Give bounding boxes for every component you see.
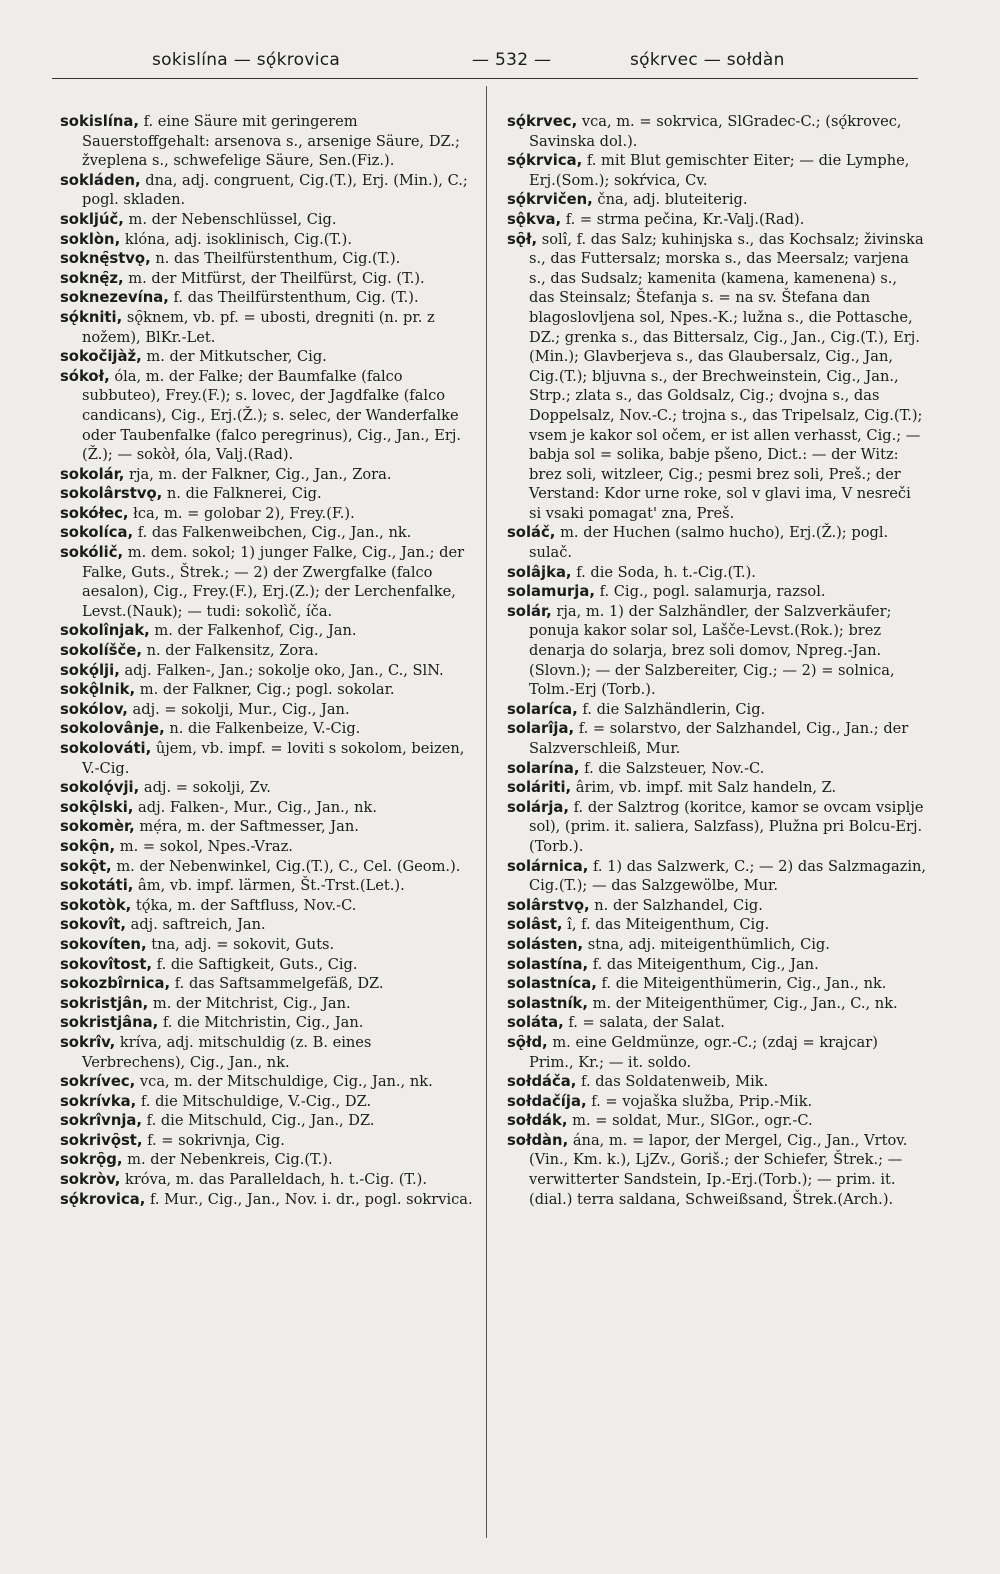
dictionary-entry xyxy=(60,249,478,269)
dictionary-entry xyxy=(60,171,478,210)
dictionary-entry xyxy=(507,230,927,524)
headword: solarîja, xyxy=(507,720,575,738)
headword: sǫ̑ł, xyxy=(507,230,538,248)
definition: f. die Mitschuldige, V.-Cig., DZ. xyxy=(136,1092,372,1110)
definition: f. die Salzhändlerin, Cig. xyxy=(577,700,766,718)
headword: solâjka, xyxy=(507,563,572,581)
definition: f. die Mitschuld, Cig., Jan., DZ. xyxy=(142,1112,375,1130)
headword: sokomèr, xyxy=(60,818,135,836)
dictionary-entry xyxy=(507,857,927,896)
headword: sǫ́kniti, xyxy=(60,308,123,326)
dictionary-entry xyxy=(507,896,927,916)
definition: stna, adj. miteigenthümlich, Cig. xyxy=(583,935,830,953)
definition: solî, f. das Salz; kuhinjska s., das Kochsalz; živinska s., das Futtersalz; morska s., das Meersalz; varjena s., das Sudsalz; kamenita (kamena, kamenena) s., das Steinsalz; Štefanja s. = na sv. Štefana dan blagoslovljena sol, Npes.-K.; lužna s., die Pottasche, DZ.; grenka s., das Bittersalz, Cig., Jan., Cig.(T.), Erj.(Min.); Glavberjeva s., das Glaubersalz, Cig., Jan, Cig.(T.); bljuvna s., der Brechweinstein, Cig., Jan., Strp.; zlata s., das Goldsalz, Cig.; dvojna s., das Doppelsalz, Nov.-C.; trojna s., das Tripelsalz, Cig.(T.); vsem je kakor sol očem, er ist allen verhasst, Cig.; — babja sol = solika, babje pšeno, Dict.: — der Witz: brez soli, witzleer, Cig.; pesmi brez soli, Preš.; der Verstand: Kdor urne roke, sol v glavi ima, V nesreči si vsaki pomagat' zna, Preš. xyxy=(529,230,924,522)
definition: m. der Miteigenthümer, Cig., Jan., C., nk. xyxy=(587,994,898,1012)
definition: n. die Falknerei, Cig. xyxy=(162,485,322,503)
dictionary-entry xyxy=(60,112,478,171)
dictionary-entry xyxy=(60,230,478,250)
definition: mẹ́ra, m. der Saftmesser, Jan. xyxy=(134,818,359,836)
dictionary-entry xyxy=(60,798,478,818)
definition: óla, m. der Falke; der Baumfalke (falco subbuteo), Frey.(F.); s. lovec, der Jagdfalke (falco candicans), Cig., Erj.(Ž.); s. selec, der Wanderfalke oder Taubenfalke (falco peregrinus), Cig., Jan., Erj.(Ž.); — sokòł, óla, Valj.(Rad). xyxy=(82,367,461,464)
dictionary-entry xyxy=(60,719,478,739)
dictionary-entry xyxy=(507,1013,927,1033)
headword: sokrîv, xyxy=(60,1033,116,1051)
dictionary-entry xyxy=(60,1092,478,1112)
headword: sokrivǫ̑st, xyxy=(60,1131,143,1149)
headword: solárnica, xyxy=(507,857,589,875)
running-header xyxy=(52,46,962,76)
headword: sokròv, xyxy=(60,1171,121,1189)
headword: sokrîvnja, xyxy=(60,1112,143,1130)
dictionary-entry xyxy=(507,798,927,857)
headword: solastník, xyxy=(507,994,588,1012)
headword: sǫ́krvičen, xyxy=(507,191,593,209)
definition: m. der Nebenwinkel, Cig.(T.), C., Cel. (Geom.). xyxy=(111,857,461,875)
headword: sǫ̂kva, xyxy=(507,210,562,228)
headword: solárja, xyxy=(507,798,570,816)
definition: kríva, adj. mitschuldig (z. B. eines Verbrechens), Cig., Jan., nk. xyxy=(82,1033,372,1071)
header-rule xyxy=(52,78,918,79)
definition: m. der Huchen (salmo hucho), Erj.(Ž.); pogl. sulač. xyxy=(529,524,889,562)
left-column xyxy=(60,112,478,1209)
definition: ûjem, vb. impf. = loviti s sokolom, beizen, V.-Cig. xyxy=(82,740,465,777)
dictionary-entry xyxy=(60,621,478,641)
dictionary-entry xyxy=(60,955,478,975)
definition: m. der Mitchrist, Cig., Jan. xyxy=(148,994,351,1012)
dictionary-entry xyxy=(60,523,478,543)
headword: sokozbîrnica, xyxy=(60,975,171,993)
definition: f. eine Säure mit geringerem Sauerstoffgehalt: arsenova s., arsenige Säure, DZ.; žveplena s., schwefelige Säure, Sen.(Fiz.). xyxy=(82,113,460,170)
definition: króva, m. das Paralleldach, h. t.-Cig. (T.). xyxy=(120,1171,427,1189)
headword: sokristjâna, xyxy=(60,1014,159,1032)
dictionary-entry xyxy=(60,857,478,877)
dictionary-entry xyxy=(507,190,927,210)
dictionary-entry xyxy=(507,974,927,994)
dictionary-entry xyxy=(507,112,927,151)
headword: solarína, xyxy=(507,759,580,777)
headword: sǫ́krvica, xyxy=(507,152,583,170)
definition: f. 1) das Salzwerk, C.; — 2) das Salzmagazin, Cig.(T.); — das Salzgewölbe, Mur. xyxy=(529,857,927,895)
definition: f. die Saftigkeit, Guts., Cig. xyxy=(152,955,358,973)
definition: adj. Falken-, Mur., Cig., Jan., nk. xyxy=(133,798,377,816)
dictionary-entry xyxy=(60,837,478,857)
headword: sokrívka, xyxy=(60,1092,137,1110)
headword: solâst, xyxy=(507,916,563,934)
dictionary-entry xyxy=(507,602,927,700)
dictionary-entry xyxy=(60,543,478,621)
headword: soknezevína, xyxy=(60,289,169,307)
dictionary-entry xyxy=(60,210,478,230)
definition: adj. Falken-, Jan.; sokolje oko, Jan., C., SlN. xyxy=(119,661,444,679)
dictionary-entry xyxy=(507,759,927,779)
headword: sokólov, xyxy=(60,700,128,718)
headword: sokolíca, xyxy=(60,524,134,542)
dictionary-entry xyxy=(60,1150,478,1170)
definition: î, f. das Miteigenthum, Cig. xyxy=(562,916,770,934)
definition: n. der Salzhandel, Cig. xyxy=(589,896,763,914)
definition: f. = sokrivnja, Cig. xyxy=(142,1131,285,1149)
definition: f. = strma pečina, Kr.-Valj.(Rad). xyxy=(561,210,805,228)
dictionary-entry xyxy=(507,1033,927,1072)
definition: m. = sokol, Npes.-Vraz. xyxy=(115,837,293,855)
dictionary-entry xyxy=(507,151,927,190)
headword: soknę̑z, xyxy=(60,269,124,287)
dictionary-entry xyxy=(60,778,478,798)
headword: sokǫ́lji, xyxy=(60,661,120,679)
definition: f. = solarstvo, der Salzhandel, Cig., Jan.; der Salzverschleiß, Mur. xyxy=(529,720,909,757)
dictionary-entry xyxy=(60,1072,478,1092)
definition: m. dem. sokol; 1) junger Falke, Cig., Jan.; der Falke, Guts., Štrek.; — 2) der Zwergfalke (falco aesalon), Cig., Frey.(F.), Erj.(Z.); der Lerchenfalke, Levst.(Nauk); — tudi: sokolìč, íča. xyxy=(82,544,465,620)
definition: klóna, adj. isoklinisch, Cig.(T.). xyxy=(120,230,352,248)
headword: sokolǫ́vji, xyxy=(60,779,140,797)
dictionary-entry xyxy=(507,778,927,798)
headword: soláta, xyxy=(507,1014,564,1032)
definition: m. der Falkenhof, Cig., Jan. xyxy=(149,622,357,640)
headword: soláriti, xyxy=(507,779,572,797)
definition: čna, adj. bluteiterig. xyxy=(592,191,748,209)
definition: m. der Mitfürst, der Theilfürst, Cig. (T.). xyxy=(123,269,425,287)
definition: rja, m. der Falkner, Cig., Jan., Zora. xyxy=(124,465,392,483)
dictionary-entry xyxy=(507,994,927,1014)
headword: sokotòk, xyxy=(60,896,132,914)
definition: adj. = sokolji, Zv. xyxy=(139,779,271,797)
dictionary-entry xyxy=(60,1013,478,1033)
definition: f. die Miteigenthümerin, Cig., Jan., nk. xyxy=(596,975,887,993)
dictionary-entry xyxy=(60,465,478,485)
headword: sokolíšče, xyxy=(60,642,142,660)
dictionary-entry xyxy=(60,1131,478,1151)
dictionary-entry xyxy=(507,1072,927,1092)
definition: vca, m. der Mitschuldige, Cig., Jan., nk. xyxy=(135,1073,433,1091)
header-left-guideword: sokislína — sǫ́krovica xyxy=(152,50,341,70)
dictionary-entry xyxy=(507,563,927,583)
definition: f. die Salzsteuer, Nov.-C. xyxy=(579,759,765,777)
dictionary-entry xyxy=(60,347,478,367)
headword: sokrívec, xyxy=(60,1073,136,1091)
headword: sokolár, xyxy=(60,465,125,483)
dictionary-entry xyxy=(60,974,478,994)
dictionary-entry xyxy=(507,955,927,975)
headword: sókoł, xyxy=(60,367,110,385)
dictionary-entry xyxy=(60,484,478,504)
headword: sołdačíja, xyxy=(507,1092,587,1110)
headword: soláč, xyxy=(507,524,556,542)
page-number: — 532 — xyxy=(472,50,552,70)
definition: adj. saftreich, Jan. xyxy=(126,916,266,934)
dictionary-entry xyxy=(507,719,927,758)
headword: sołdáča, xyxy=(507,1073,577,1091)
headword: solamurja, xyxy=(507,583,595,601)
headword: solár, xyxy=(507,602,552,620)
dictionary-entry xyxy=(507,1111,927,1131)
definition: m. der Nebenkreis, Cig.(T.). xyxy=(122,1151,333,1169)
headword: sokǫ̑n, xyxy=(60,837,116,855)
dictionary-entry xyxy=(507,582,927,602)
dictionary-entry xyxy=(507,700,927,720)
headword: sokovíten, xyxy=(60,935,147,953)
headword: solârstvǫ, xyxy=(507,896,590,914)
definition: f. der Salztrog (koritce, kamor se ovcam vsiplje sol), (prim. it. saliera, Salzfass), Plužna pri Bolcu-Erj.(Torb.). xyxy=(529,798,924,855)
definition: tǫ́ka, m. der Saftfluss, Nov.-C. xyxy=(131,896,357,914)
headword: sokislína, xyxy=(60,113,139,130)
headword: sokolovânje, xyxy=(60,720,165,738)
dictionary-entry xyxy=(60,641,478,661)
definition: n. der Falkensitz, Zora. xyxy=(141,642,319,660)
headword: solastníca, xyxy=(507,975,597,993)
headword: sokristjân, xyxy=(60,994,149,1012)
header-right-guideword: sǫ́krvec — sołdàn xyxy=(630,50,785,70)
headword: sokolînjak, xyxy=(60,622,150,640)
definition: f. das Saftsammelgefäß, DZ. xyxy=(170,975,384,993)
dictionary-entry xyxy=(507,915,927,935)
definition: tna, adj. = sokovit, Guts. xyxy=(146,935,335,953)
definition: f. mit Blut gemischter Eiter; — die Lymphe, Erj.(Som.); sokŕvica, Cv. xyxy=(529,152,910,189)
headword: sǫ̑łd, xyxy=(507,1033,548,1051)
definition: f. = vojaška služba, Prip.-Mik. xyxy=(586,1092,813,1110)
headword: soklòn, xyxy=(60,230,121,248)
definition: f. das Theilfürstenthum, Cig. (T.). xyxy=(168,289,419,307)
dictionary-entry xyxy=(60,1111,478,1131)
right-column xyxy=(507,112,927,1209)
dictionary-entry xyxy=(60,504,478,524)
definition: dna, adj. congruent, Cig.(T.), Erj. (Min.), C.; pogl. skladen. xyxy=(82,171,468,209)
definition: ârim, vb. impf. mit Salz handeln, Z. xyxy=(571,779,837,797)
definition: łca, m. = golobar 2), Frey.(F.). xyxy=(128,504,355,522)
definition: m. der Mitkutscher, Cig. xyxy=(141,348,327,366)
headword: solastína, xyxy=(507,955,589,973)
definition: f. das Soldatenweib, Mik. xyxy=(576,1073,769,1091)
definition: f. = salata, der Salat. xyxy=(563,1014,725,1032)
definition: f. die Mitchristin, Cig., Jan. xyxy=(158,1014,364,1032)
headword: sokovît, xyxy=(60,916,126,934)
headword: solaríca, xyxy=(507,700,578,718)
definition: âm, vb. impf. lärmen, Št.-Trst.(Let.). xyxy=(133,877,405,895)
headword: sokrǫ̑g, xyxy=(60,1151,123,1169)
dictionary-entry xyxy=(60,288,478,308)
definition: n. die Falkenbeize, V.-Cig. xyxy=(164,720,361,738)
headword: sokółec, xyxy=(60,504,129,522)
headword: sǫ́krvec, xyxy=(507,113,578,130)
dictionary-entry xyxy=(60,661,478,681)
headword: sokǫ̂lnik, xyxy=(60,681,136,699)
dictionary-entry xyxy=(60,269,478,289)
headword: sokólič, xyxy=(60,544,124,562)
headword: sokotáti, xyxy=(60,877,134,895)
headword: soknę̑stvǫ, xyxy=(60,250,151,268)
dictionary-entry xyxy=(60,817,478,837)
headword: sokovîtost, xyxy=(60,955,153,973)
dictionary-entry xyxy=(60,367,478,465)
headword: sokolováti, xyxy=(60,740,152,757)
dictionary-entry xyxy=(507,1092,927,1112)
definition: f. das Miteigenthum, Cig., Jan. xyxy=(588,955,819,973)
definition: f. Mur., Cig., Jan., Nov. i. dr., pogl. sokrvica. xyxy=(145,1190,473,1208)
dictionary-entry xyxy=(507,523,927,562)
definition: vca, m. = sokrvica, SlGradec-C.; (sǫ́krovec, Savinska dol.). xyxy=(529,113,902,150)
definition: f. die Soda, h. t.-Cig.(T.). xyxy=(571,563,756,581)
headword: sołdàn, xyxy=(507,1131,569,1149)
dictionary-entry xyxy=(60,680,478,700)
definition: n. das Theilfürstenthum, Cig.(T.). xyxy=(150,250,401,268)
dictionary-entry xyxy=(60,700,478,720)
headword: sołdák, xyxy=(507,1112,568,1130)
headword: sokǫ̑t, xyxy=(60,857,112,875)
definition: ána, m. = lapor, der Mergel, Cig., Jan., Vrtov.(Vin., Km. k.), LjZv., Goriš.; der Schiefer, Štrek.; — verwitterter Sandstein, Ip.-Erj.(Torb.); — prim. it. (dial.) terra saldana, Schweißsand, Štrek.(Arch.). xyxy=(529,1131,908,1208)
definition: sǫ̑knem, vb. pf. = ubosti, dregniti (n. pr. z nožem), BlKr.-Let. xyxy=(82,308,435,346)
dictionary-entry xyxy=(60,994,478,1014)
dictionary-entry xyxy=(60,739,478,778)
dictionary-entry xyxy=(60,915,478,935)
headword: sokljúč, xyxy=(60,210,124,228)
headword: sokočijàž, xyxy=(60,348,142,366)
definition: f. das Falkenweibchen, Cig., Jan., nk. xyxy=(133,524,412,542)
dictionary-entry xyxy=(507,1131,927,1209)
definition: m. der Nebenschlüssel, Cig. xyxy=(123,210,337,228)
definition: adj. = sokolji, Mur., Cig., Jan. xyxy=(127,700,350,718)
dictionary-entry xyxy=(60,876,478,896)
dictionary-entry xyxy=(60,1170,478,1190)
dictionary-entry xyxy=(507,210,927,230)
definition: m. eine Geldmünze, ogr.-C.; (zdaj = krajcar) Prim., Kr.; — it. soldo. xyxy=(529,1033,878,1071)
dictionary-entry xyxy=(507,935,927,955)
definition: f. Cig., pogl. salamurja, razsol. xyxy=(594,583,826,601)
definition: rja, m. 1) der Salzhändler, der Salzverkäufer; ponuja kakor solar sol, Lašče-Levst.(Rok.); brez denarja do solarja, brez soli domov, Npreg.-Jan.(Slovn.); — der Salzbereiter, Cig.; — 2) = solnica, Tolm.-Erj (Torb.). xyxy=(529,602,895,699)
dictionary-entry xyxy=(60,935,478,955)
headword: sokolârstvǫ, xyxy=(60,485,163,503)
headword: sokǫ̑lski, xyxy=(60,798,134,816)
dictionary-entry xyxy=(60,1190,478,1210)
column-divider xyxy=(486,86,487,1538)
headword: sokláden, xyxy=(60,171,141,189)
headword: solásten, xyxy=(507,935,584,953)
definition: m. der Falkner, Cig.; pogl. sokolar. xyxy=(135,681,395,699)
definition: m. = soldat, Mur., SlGor., ogr.-C. xyxy=(567,1112,813,1130)
dictionary-entry xyxy=(60,308,478,347)
dictionary-entry xyxy=(60,896,478,916)
dictionary-entry xyxy=(60,1033,478,1072)
headword: sǫ́krovica, xyxy=(60,1190,146,1208)
